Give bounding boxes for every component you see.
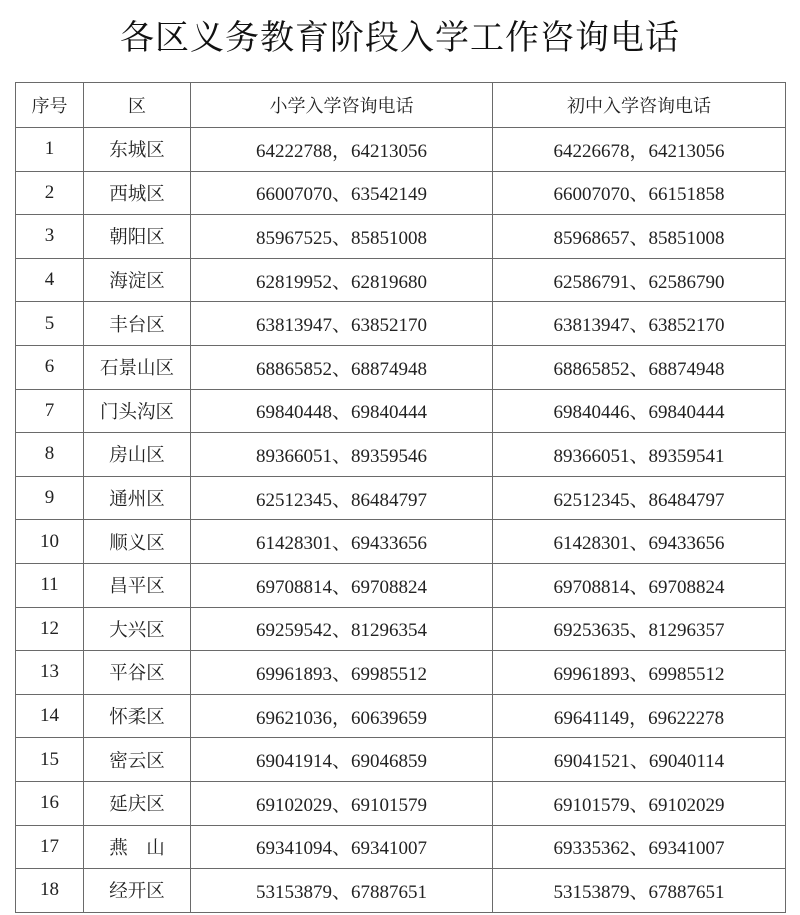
table-row [16, 215, 786, 259]
header-district: 区 [84, 83, 191, 128]
table-row [16, 433, 786, 477]
row-district: 昌平区 [84, 563, 191, 607]
row-primary-phone: 69341094、69341007 [191, 825, 493, 869]
row-primary-phone: 62819952、62819680 [191, 258, 493, 302]
row-district: 门头沟区 [84, 389, 191, 433]
table-row [16, 171, 786, 215]
table-row [16, 520, 786, 564]
table-row [16, 738, 786, 782]
row-middle-phone: 66007070、66151858 [493, 171, 786, 215]
row-primary-phone: 64222788，64213056 [191, 128, 493, 172]
row-middle-phone: 62586791、62586790 [493, 258, 786, 302]
row-middle-phone: 61428301、69433656 [493, 520, 786, 564]
row-middle-phone: 85968657、85851008 [493, 215, 786, 259]
row-district: 海淀区 [84, 258, 191, 302]
row-primary-phone: 69259542、81296354 [191, 607, 493, 651]
row-middle-phone: 62512345、86484797 [493, 476, 786, 520]
row-primary-phone: 62512345、86484797 [191, 476, 493, 520]
table-row [16, 694, 786, 738]
row-middle-phone: 64226678，64213056 [493, 128, 786, 172]
row-primary-phone: 69102029、69101579 [191, 781, 493, 825]
row-index: 7 [16, 389, 84, 433]
row-district: 平谷区 [84, 651, 191, 695]
row-middle-phone: 69708814、69708824 [493, 563, 786, 607]
row-index: 12 [16, 607, 84, 651]
table-row [16, 345, 786, 389]
row-index: 10 [16, 520, 84, 564]
row-index: 16 [16, 781, 84, 825]
row-district: 丰台区 [84, 302, 191, 346]
row-middle-phone: 89366051、89359541 [493, 433, 786, 477]
row-primary-phone: 53153879、67887651 [191, 869, 493, 913]
row-district: 密云区 [84, 738, 191, 782]
page-title: 各区义务教育阶段入学工作咨询电话 [120, 18, 680, 58]
row-index: 3 [16, 215, 84, 259]
header-middle-phone: 初中入学咨询电话 [493, 83, 786, 128]
row-index: 13 [16, 651, 84, 695]
row-district: 石景山区 [84, 345, 191, 389]
row-middle-phone: 68865852、68874948 [493, 345, 786, 389]
table-row [16, 128, 786, 172]
row-district: 怀柔区 [84, 694, 191, 738]
row-middle-phone: 69840446、69840444 [493, 389, 786, 433]
row-index: 9 [16, 476, 84, 520]
row-district: 延庆区 [84, 781, 191, 825]
row-index: 2 [16, 171, 84, 215]
table-row [16, 651, 786, 695]
row-index: 8 [16, 433, 84, 477]
table-row [16, 607, 786, 651]
row-district: 西城区 [84, 171, 191, 215]
row-index: 6 [16, 345, 84, 389]
row-district: 朝阳区 [84, 215, 191, 259]
row-middle-phone: 69253635、81296357 [493, 607, 786, 651]
row-primary-phone: 63813947、63852170 [191, 302, 493, 346]
row-middle-phone: 69641149，69622278 [493, 694, 786, 738]
header-primary-phone: 小学入学咨询电话 [191, 83, 493, 128]
row-district: 大兴区 [84, 607, 191, 651]
row-primary-phone: 69041914、69046859 [191, 738, 493, 782]
consultation-phone-table [15, 82, 786, 913]
row-district: 顺义区 [84, 520, 191, 564]
row-index: 11 [16, 563, 84, 607]
row-middle-phone: 63813947、63852170 [493, 302, 786, 346]
row-index: 5 [16, 302, 84, 346]
row-index: 1 [16, 128, 84, 172]
row-index: 18 [16, 869, 84, 913]
row-middle-phone: 69041521、69040114 [493, 738, 786, 782]
row-primary-phone: 61428301、69433656 [191, 520, 493, 564]
row-middle-phone: 69101579、69102029 [493, 781, 786, 825]
row-middle-phone: 69335362、69341007 [493, 825, 786, 869]
row-index: 15 [16, 738, 84, 782]
row-primary-phone: 69961893、69985512 [191, 651, 493, 695]
table-header-row [16, 83, 786, 128]
row-primary-phone: 69708814、69708824 [191, 563, 493, 607]
row-district: 燕 山 [84, 825, 191, 869]
row-middle-phone: 69961893、69985512 [493, 651, 786, 695]
row-primary-phone: 68865852、68874948 [191, 345, 493, 389]
row-index: 4 [16, 258, 84, 302]
header-index: 序号 [16, 83, 84, 128]
row-index: 14 [16, 694, 84, 738]
row-index: 17 [16, 825, 84, 869]
table-row [16, 258, 786, 302]
row-primary-phone: 69840448、69840444 [191, 389, 493, 433]
row-primary-phone: 66007070、63542149 [191, 171, 493, 215]
table-row [16, 825, 786, 869]
row-primary-phone: 89366051、89359546 [191, 433, 493, 477]
row-district: 通州区 [84, 476, 191, 520]
row-primary-phone: 85967525、85851008 [191, 215, 493, 259]
row-district: 房山区 [84, 433, 191, 477]
table-row [16, 389, 786, 433]
table-row [16, 781, 786, 825]
row-middle-phone: 53153879、67887651 [493, 869, 786, 913]
table-row [16, 302, 786, 346]
row-district: 经开区 [84, 869, 191, 913]
table-row [16, 563, 786, 607]
row-district: 东城区 [84, 128, 191, 172]
table-row [16, 476, 786, 520]
table-row [16, 869, 786, 913]
row-primary-phone: 69621036，60639659 [191, 694, 493, 738]
